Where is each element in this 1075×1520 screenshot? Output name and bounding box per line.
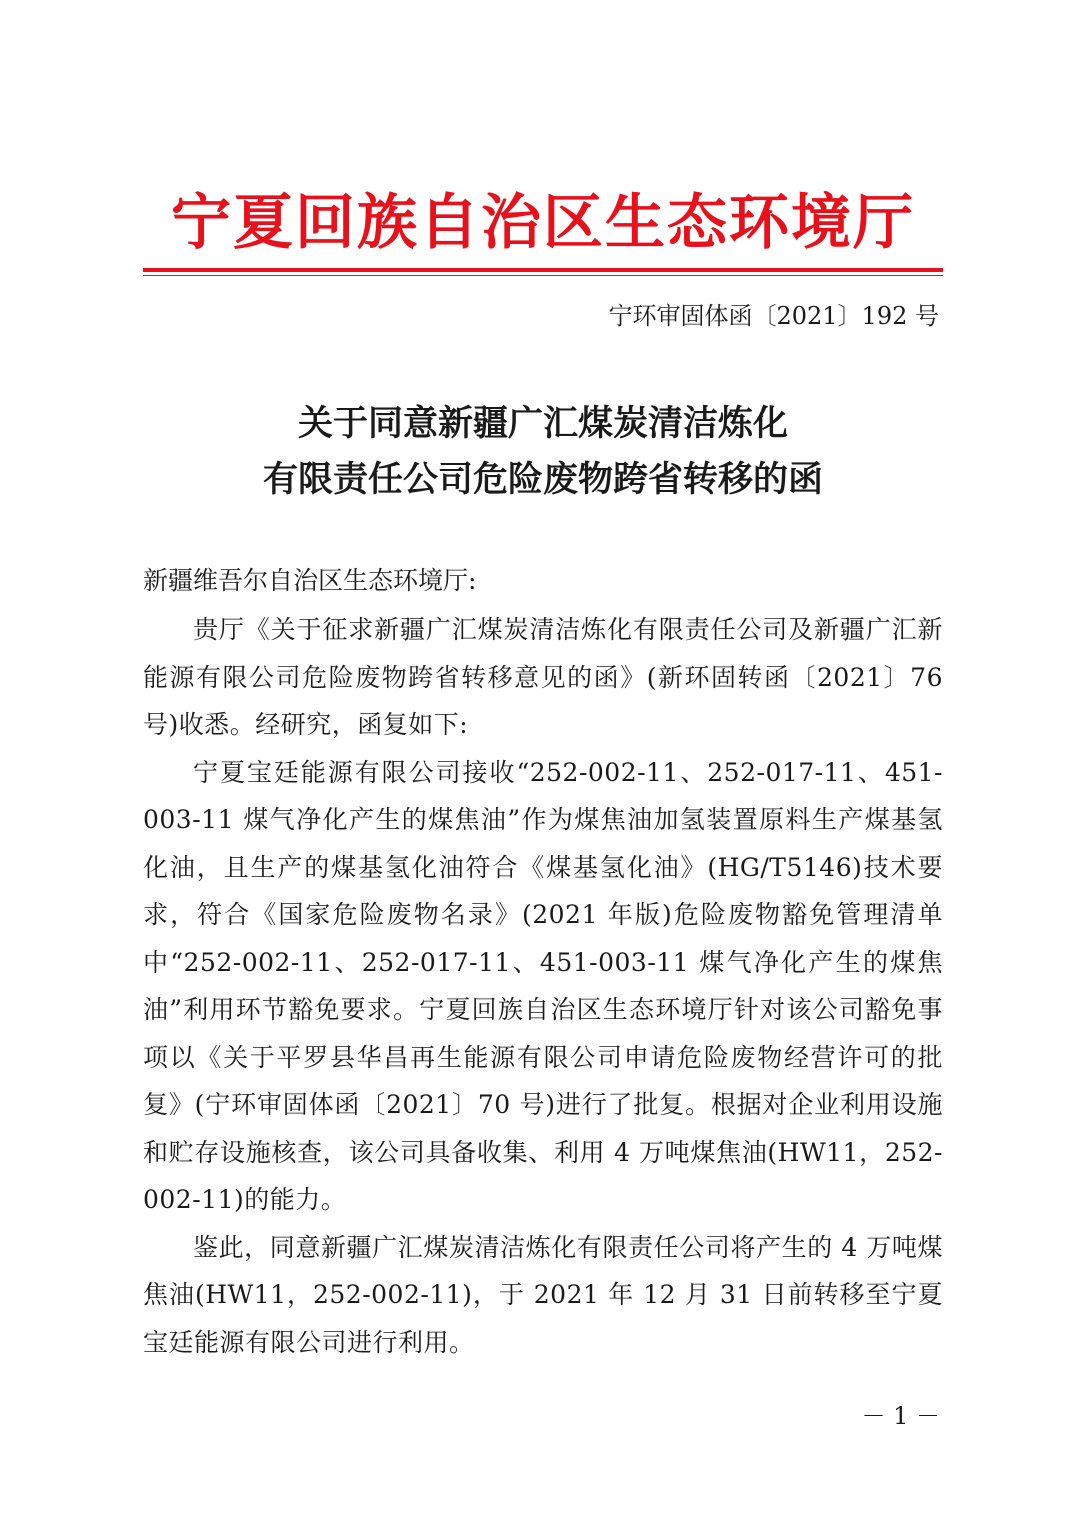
body-paragraph-2: 宁夏宝廷能源有限公司接收“252-002-11、252-017-11、451-003-11 煤气净化产生的煤焦油”作为煤焦油加氢装置原料生产煤基氢化油，且生产的煤基氢化油符合《煤基氢化油》(HG/T5146)技术要求，符合《国家危险废物名录》(2021 年版)危险废物豁免管理清单中“252-002-11、252-017-11、451-003-11 煤气净化产生的煤焦油”利用环节豁免要求。宁夏回族自治区生态环境厅针对该公司豁免事项以《关于平罗县华昌再生能源有限公司申请危险废物经营许可的批复》(宁环审固体函〔2021〕70 号)进行了批复。根据对企业利用设施和贮存设施核查，该公司具备收集、利用 4 万吨煤焦油(HW11，252-002-11)的能力。 bbox=[143, 757, 943, 1214]
body-paragraph-3: 鉴此，同意新疆广汇煤炭清洁炼化有限责任公司将产生的 4 万吨煤焦油(HW11，252-002-11)，于 2021 年 12 月 31 日前转移至宁夏宝廷能源有限公司进行利用。 bbox=[143, 1232, 943, 1357]
document-number: 宁环审固体函〔2021〕192 号 bbox=[608, 302, 939, 330]
document-title-line-1: 关于同意新疆广汇煤炭清洁炼化 bbox=[297, 404, 788, 444]
document-title-line-2: 有限责任公司危险废物跨省转移的函 bbox=[262, 460, 823, 500]
document-title bbox=[143, 396, 943, 508]
document-body bbox=[143, 606, 943, 1366]
letterhead-red-rule bbox=[143, 268, 943, 272]
addressee: 新疆维吾尔自治区生态环境厅: bbox=[143, 566, 477, 595]
page-number: － 1 － bbox=[861, 1402, 940, 1430]
letterhead-red-rule-thin bbox=[143, 275, 943, 276]
body-paragraph-1: 贵厅《关于征求新疆广汇煤炭清洁炼化有限责任公司及新疆广汇新能源有限公司危险废物跨省转移意见的函》(新环固转函〔2021〕76 号)收悉。经研究，函复如下: bbox=[143, 615, 943, 739]
letterhead-org-name: 宁夏回族自治区生态环境厅 bbox=[171, 188, 915, 258]
